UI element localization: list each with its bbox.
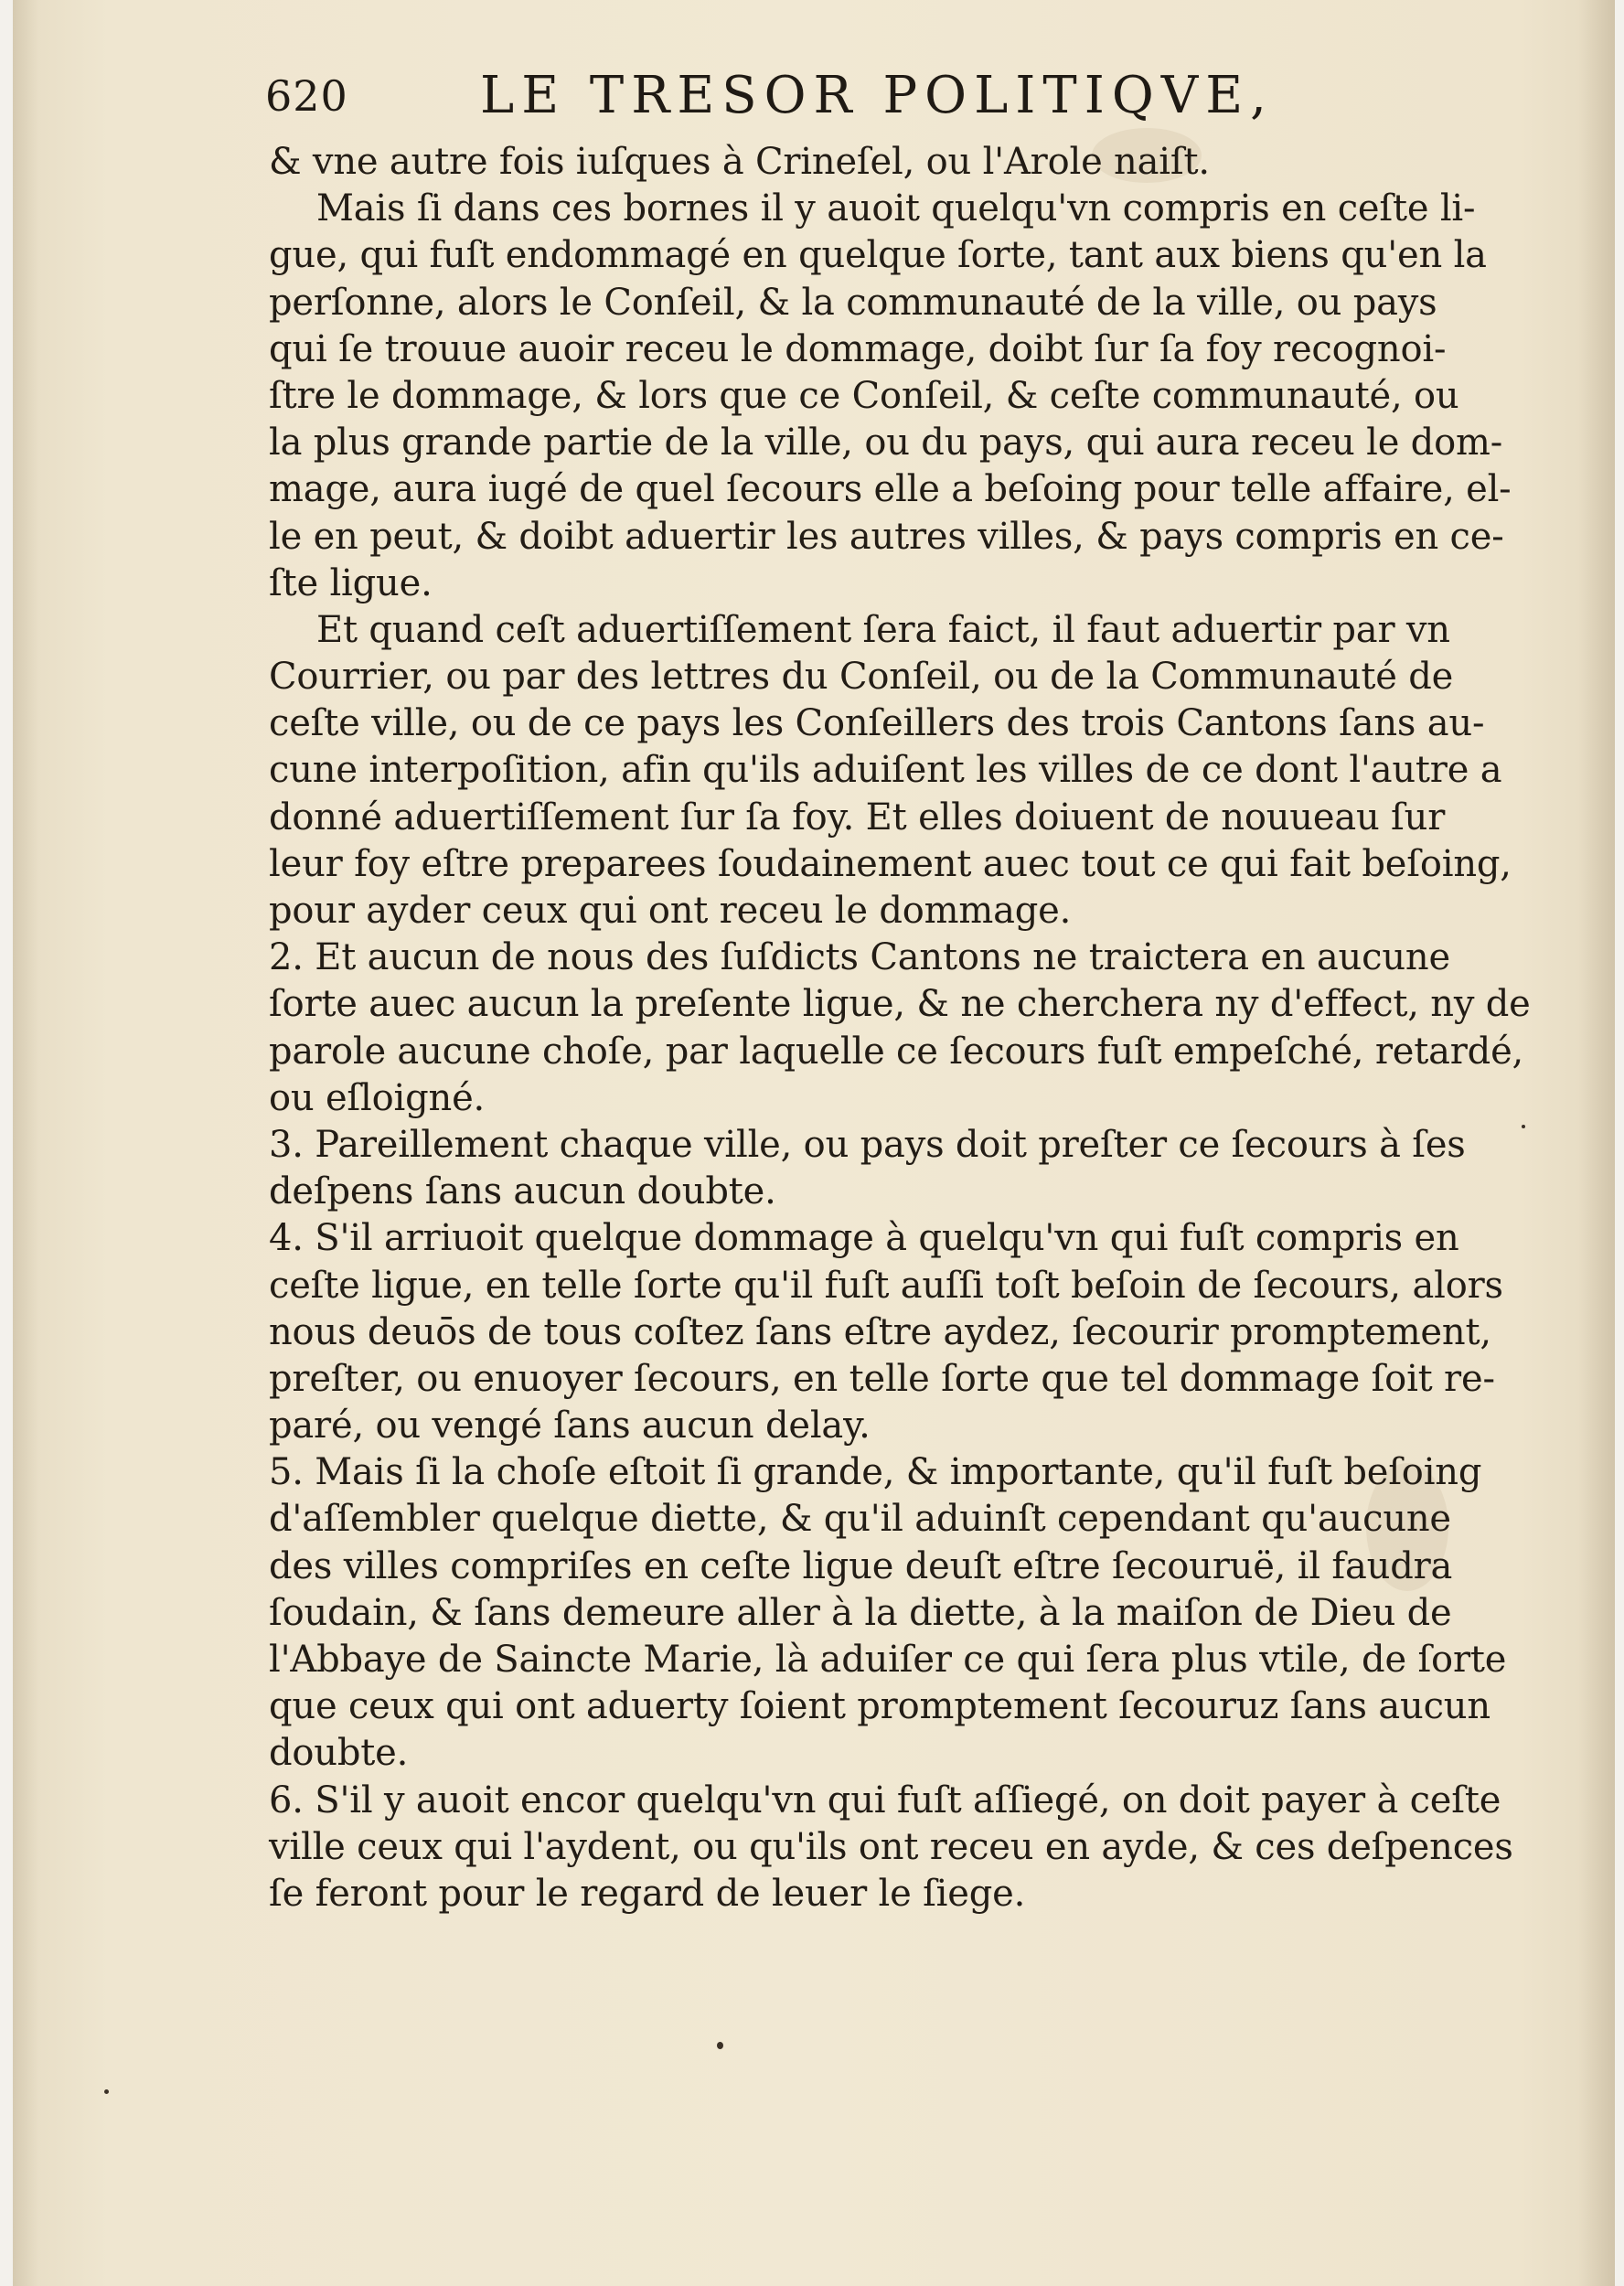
text-line: 5. Mais ſi la choſe eſtoit ſi grande, & importante, qu'il fuſt beſoing <box>269 1451 1482 1494</box>
text-line: ſtre le dommage, & lors que ce Conſeil, & ceſte communauté, ou <box>269 374 1459 417</box>
ink-speck <box>717 2042 723 2049</box>
text-line: ſorte auec aucun la preſente ligue, & ne cherchera ny d'effect, ny de <box>269 983 1531 1026</box>
text-line: doubte. <box>269 1732 409 1775</box>
text-line: ſoudain, & ſans demeure aller à la diette, à la maiſon de Dieu de <box>269 1591 1452 1634</box>
text-line: Et quand ceſt aduertiſſement ſera faict, il faut aduertir par vn <box>316 608 1450 651</box>
text-line: ſte ligue. <box>269 561 433 604</box>
spine-shadow <box>1578 0 1615 2286</box>
text-line: paré, ou vengé ſans aucun delay. <box>269 1405 871 1447</box>
text-line: pour ayder ceux qui ont receu le dommage. <box>269 890 1072 932</box>
ink-speck <box>1522 1125 1525 1128</box>
body-text <box>269 139 1531 1917</box>
text-line: nous deuōs de tous coſtez ſans eſtre aydez, ſecourir promptement, <box>269 1310 1491 1353</box>
text-line: d'aſſembler quelque diette, & qu'il aduinſt cependant qu'aucune <box>269 1498 1451 1541</box>
text-line: cune interpoſition, afin qu'ils aduiſent les villes de ce dont l'autre a <box>269 749 1502 792</box>
text-line: le en peut, & doibt aduertir les autres villes, & pays compris en ce- <box>269 515 1504 558</box>
text-line: parole aucune choſe, par laquelle ce ſecours fuſt empeſché, retardé, <box>269 1030 1524 1073</box>
text-line: gue, qui fuſt endommagé en quelque ſorte, tant aux biens qu'en la <box>269 234 1487 277</box>
text-line: ſe feront pour le regard de leuer le ſiege. <box>269 1872 1026 1915</box>
text-line: & vne autre fois iuſques à Crineſel, ou l'Arole naiſt. <box>269 141 1210 183</box>
ink-speck <box>104 2089 109 2094</box>
page-header <box>265 66 1274 135</box>
text-line: Courrier, ou par des lettres du Conſeil, ou de la Communauté de <box>269 656 1454 699</box>
page-number: 620 <box>265 71 348 121</box>
text-line: qui ſe trouue auoir receu le dommage, doibt ſur ſa foy recognoi- <box>269 327 1447 370</box>
text-line: mage, aura iugé de quel ſecours elle a beſoing pour telle affaire, el- <box>269 468 1512 511</box>
text-line: l'Abbaye de Saincte Marie, là aduiſer ce qui ſera plus vtile, de ſorte <box>269 1639 1507 1681</box>
text-line: 6. S'il y auoit encor quelqu'vn qui fuſt aſſiegé, on doit payer à ceſte <box>269 1779 1501 1821</box>
text-line: ceſte ville, ou de ce pays les Conſeillers des trois Cantons ſans au- <box>269 702 1485 745</box>
book-page <box>13 0 1615 2286</box>
text-line: donné aduertiſſement ſur ſa foy. Et elles doiuent de nouueau ſur <box>269 796 1446 839</box>
text-line: ceſte ligue, en telle ſorte qu'il fuſt auſſi toſt beſoin de ſecours, alors <box>269 1264 1503 1307</box>
text-line: 3. Pareillement chaque ville, ou pays doit preſter ce ſecours à ſes <box>269 1123 1466 1166</box>
text-line: Mais ſi dans ces bornes il y auoit quelqu'vn compris en ceſte li- <box>316 187 1476 230</box>
text-line: preſter, ou enuoyer ſecours, en telle ſorte que tel dommage ſoit re- <box>269 1357 1495 1400</box>
text-line: ville ceux qui l'aydent, ou qu'ils ont receu en ayde, & ces deſpences <box>269 1825 1513 1868</box>
text-line: ou eſloigné. <box>269 1076 486 1119</box>
text-line: des villes compriſes en ceſte ligue deuſt eſtre ſecouruë, il faudra <box>269 1544 1453 1587</box>
text-line: perſonne, alors le Conſeil, & la communauté de la ville, ou pays <box>269 281 1437 324</box>
text-line: que ceux qui ont aduerty ſoient promptement ſecouruz ſans aucun <box>269 1685 1490 1728</box>
text-line: 2. Et aucun de nous des ſuſdicts Cantons ne traictera en aucune <box>269 936 1450 979</box>
text-line: la plus grande partie de la ville, ou du pays, qui aura receu le dom- <box>269 422 1503 465</box>
text-line: leur foy eſtre preparees ſoudainement auec tout ce qui fait beſoing, <box>269 842 1512 885</box>
running-title: LE TRESOR POLITIQVE, <box>480 66 1274 125</box>
page-edge-shadow <box>13 0 38 2286</box>
text-line: 4. S'il arriuoit quelque dommage à quelqu'vn qui fuſt compris en <box>269 1217 1459 1260</box>
text-line: deſpens ſans aucun doubte. <box>269 1170 776 1213</box>
